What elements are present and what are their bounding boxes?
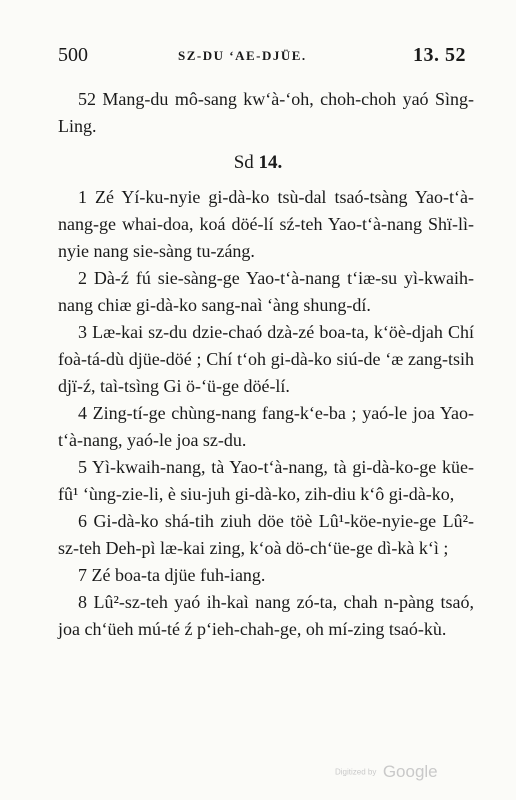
verse-paragraph: 3 Læ-kai sz-du dzie-chaó dzà-zé boa-ta, k‘öè-djah Chí foà-tá-dù djüe-döé ; Chí t‘oh gi-dà-ko siú-de ‘æ zang-tsih djï-ź, taì-tsìng Gi ö-‘ü-ge döé-lí. [58,322,474,396]
verse-paragraph: 1 Zé Yí-ku-nyie gi-dà-ko tsù-dal tsaó-tsàng Yao-t‘à-nang-ge whai-doa, koá döé-lí sź-teh Yao-t‘à-nang Shï-lì-nyie nang sie-sàng tu-záng. [58,187,474,261]
page-header [58,44,466,68]
verse-paragraph: 8 Lû²-sz-teh yaó ih-kaì nang zó-ta, chah n-pàng tsaó, joa ch‘üeh mú-té ź p‘ieh-chah-ge, oh mí-zing tsaó-kù. [58,592,474,639]
section-label: Sd [233,152,254,173]
verses-block [58,184,474,643]
watermark-brand: Google [382,762,438,781]
chapter-verse-ref: 13. 52 [413,44,466,66]
intro-block [58,86,474,140]
verse-paragraph: 5 Yì-kwaih-nang, tà Yao-t‘à-nang, tà gi-dà-ko-ge küe-fû¹ ‘ùng-zie-li, è siu-juh gi-dà-ko, zih-diu k‘ô gi-dà-ko, [58,457,474,504]
verse-paragraph: 4 Zing-tí-ge chùng-nang fang-k‘e-ba ; yaó-le joa Yao-t‘à-nang, yaó-le joa sz-du. [58,403,474,450]
verse-paragraph: 7 Zé boa-ta djüe fuh-iang. [78,565,266,585]
verse-paragraph: 2 Dà-ź fú sie-sàng-ge Yao-t‘à-nang t‘iæ-su yì-kwaih-nang chiæ gi-dà-ko sang-naì ‘àng shung-dí. [58,268,474,315]
digitized-watermark [335,762,438,782]
watermark-prefix: Digitized by [335,767,377,777]
section-number: 14. [258,152,283,173]
verse-paragraph: 52 Mang-du mô-sang kw‘à-‘oh, choh-choh yaó Sìng-Ling. [58,89,474,136]
verse-paragraph: 6 Gi-dà-ko shá-tih ziuh döe töè Lû¹-köe-nyie-ge Lû²-sz-teh Deh-pì læ-kai zing, k‘oà dö-ch‘üe-ge dì-kà k‘ì ; [58,511,474,558]
running-title: SZ-DU ‘AE-DJÜE. [178,48,307,63]
page-number: 500 [58,44,88,66]
section-heading [0,152,516,174]
